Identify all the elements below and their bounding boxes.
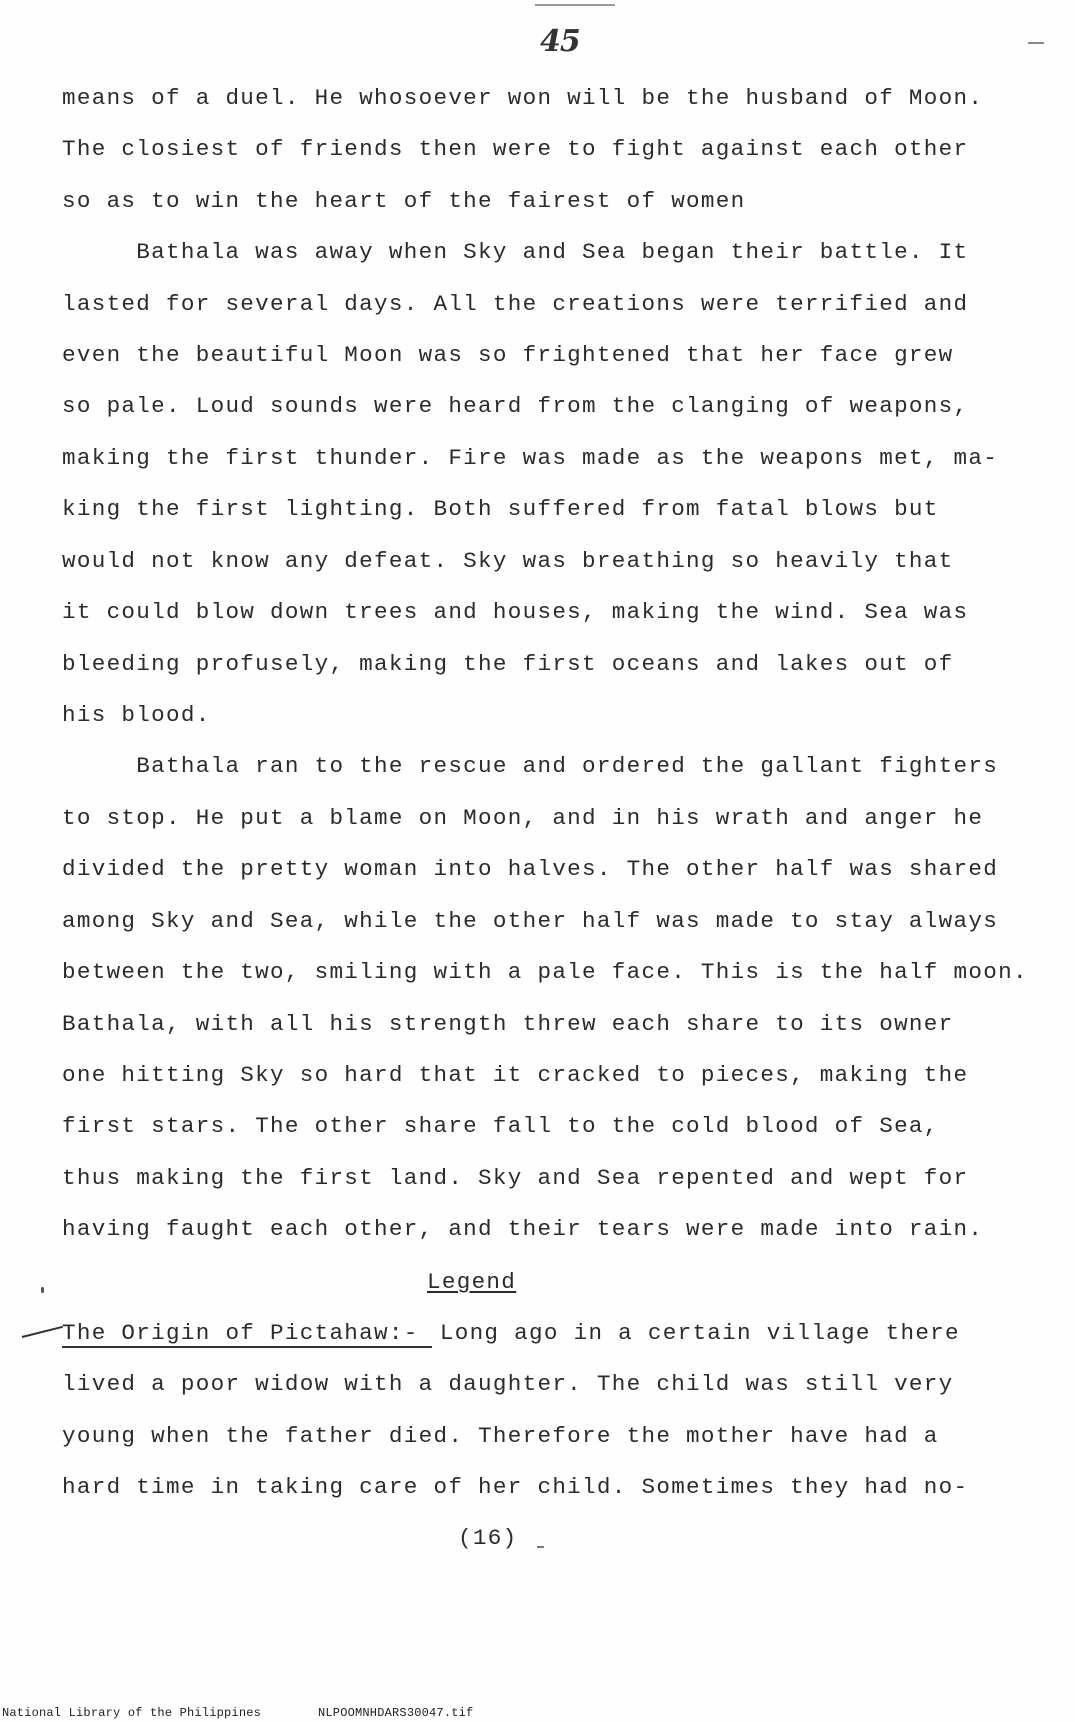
text-line: thus making the first land. Sky and Sea repented and wept for xyxy=(62,1165,969,1191)
handwritten-page-number: 45 xyxy=(540,24,580,59)
text-line: so as to win the heart of the fairest of women xyxy=(62,188,746,214)
text-line: hard time in taking care of her child. Sometimes they had no- xyxy=(62,1474,969,1500)
text-line: making the first thunder. Fire was made as the weapons met, ma- xyxy=(62,445,999,471)
text-line: his blood. xyxy=(62,702,211,728)
text-line: Bathala, with all his strength threw each share to its owner xyxy=(62,1011,954,1037)
text-line: means of a duel. He whosoever won will be the husband of Moon. xyxy=(62,85,984,111)
text-line: king the first lighting. Both suffered from fatal blows but xyxy=(62,496,939,522)
archive-filename-label: NLPOOMNHDARS30047.tif xyxy=(318,1706,474,1720)
text-line: to stop. He put a blame on Moon, and in his wrath and anger he xyxy=(62,805,984,831)
text-line: among Sky and Sea, while the other half was made to stay always xyxy=(62,908,999,934)
text-line: would not know any defeat. Sky was breathing so heavily that xyxy=(62,548,954,574)
text-line: lasted for several days. All the creations were terrified and xyxy=(62,291,969,317)
text-line: Bathala ran to the rescue and ordered the gallant fighters xyxy=(62,753,999,779)
text-line: first stars. The other share fall to the cold blood of Sea, xyxy=(62,1113,939,1139)
text-line: divided the pretty woman into halves. The other half was shared xyxy=(62,856,999,882)
legend-heading: Legend xyxy=(427,1269,517,1295)
heading-underline xyxy=(62,1346,432,1348)
text-line: Long ago in a certain village there xyxy=(425,1320,960,1346)
text-line: between the two, smiling with a pale face. This is the half moon. xyxy=(62,959,1028,985)
text-line: young when the father died. Therefore the mother have had a xyxy=(62,1423,939,1449)
text-line: Bathala was away when Sky and Sea began their battle. It xyxy=(62,239,969,265)
text-line: even the beautiful Moon was so frightened that her face grew xyxy=(62,342,954,368)
typed-page-number: (16) xyxy=(458,1525,518,1551)
text-line: so pale. Loud sounds were heard from the clanging of weapons, xyxy=(62,393,969,419)
text-line: bleeding profusely, making the first oceans and lakes out of xyxy=(62,651,954,677)
scan-mark xyxy=(1028,42,1044,44)
archive-source-label: National Library of the Philippines xyxy=(2,1706,262,1720)
text-line: The closiest of friends then were to fight against each other xyxy=(62,136,969,162)
handwritten-dash xyxy=(22,1326,63,1338)
text-line: lived a poor widow with a daughter. The child was still very xyxy=(62,1371,954,1397)
story-heading: The Origin of Pictahaw:- xyxy=(62,1320,419,1346)
text-line: one hitting Sky so hard that it cracked to pieces, making the xyxy=(62,1062,969,1088)
ink-mark xyxy=(41,1287,44,1293)
text-line: having faught each other, and their tears were made into rain. xyxy=(62,1216,984,1242)
scan-mark xyxy=(537,1546,544,1548)
scan-mark xyxy=(535,4,615,6)
text-line: it could blow down trees and houses, making the wind. Sea was xyxy=(62,599,969,625)
